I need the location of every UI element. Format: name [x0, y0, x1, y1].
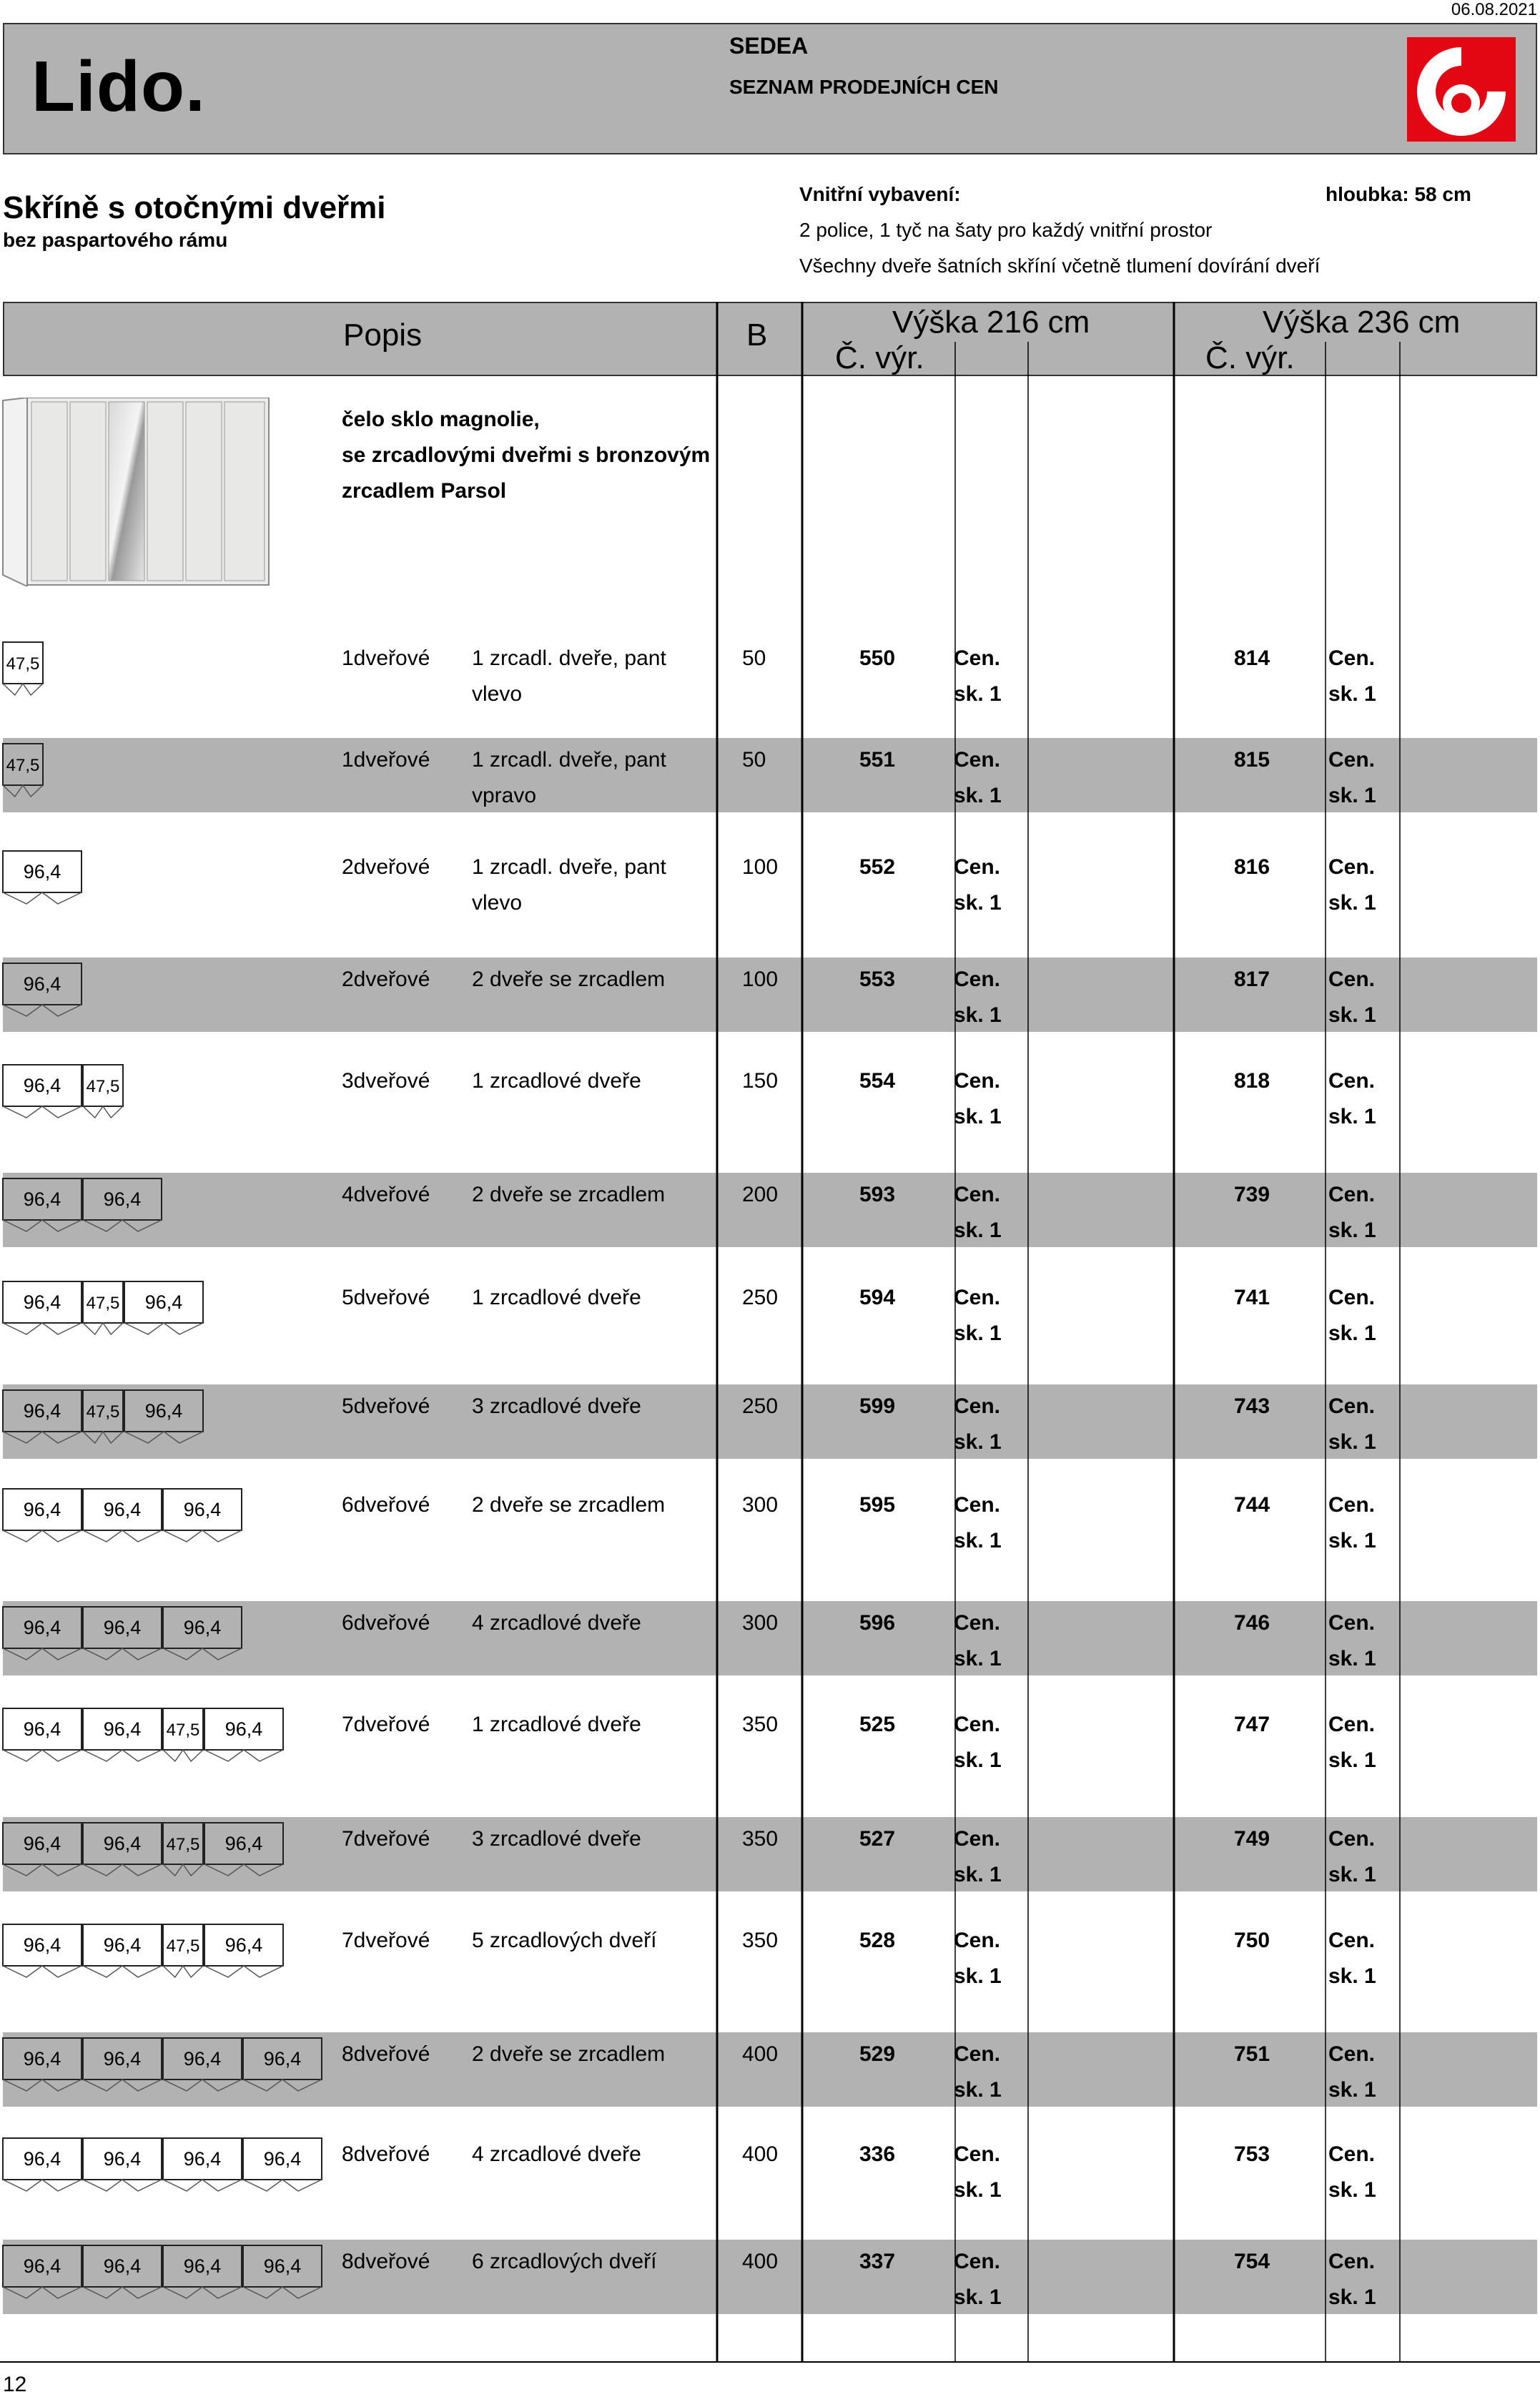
item-width: 350 — [742, 1827, 779, 1851]
item-code-216: 596 — [859, 1611, 896, 1635]
plan-segment — [163, 1607, 242, 1660]
plan-segment — [3, 1924, 82, 1977]
floor-plan-icon — [0, 1703, 329, 1767]
plan-width-label: 96,4 — [144, 1291, 183, 1313]
plan-segment — [3, 1065, 82, 1118]
door-count: 7dveřové — [342, 1827, 430, 1851]
door-count: 5dveřové — [342, 1286, 430, 1309]
price-group-216: Cen. — [954, 1611, 1001, 1635]
plan-segment — [163, 2038, 242, 2091]
floor-plan-icon — [0, 1059, 329, 1123]
item-width: 400 — [742, 2142, 779, 2166]
price-group-236-cont: sk. 1 — [1328, 2178, 1376, 2202]
plan-segment — [3, 851, 82, 904]
floor-plan-icon — [0, 1601, 329, 1665]
plan-width-label: 96,4 — [224, 1833, 263, 1854]
floor-plan-icon — [0, 1483, 329, 1547]
plan-width-label: 96,4 — [224, 1718, 263, 1740]
item-description: 4 zrcadlové dveře — [472, 2142, 641, 2166]
item-width: 200 — [742, 1183, 779, 1206]
item-code-216: 337 — [859, 2250, 896, 2273]
price-group-236: Cen. — [1328, 1713, 1376, 1736]
item-code-236: 754 — [1234, 2250, 1270, 2273]
item-description: 1 zrcadl. dveře, pant — [472, 646, 666, 670]
plan-width-label: 96,4 — [103, 1188, 142, 1210]
section-title: Skříně s otočnými dveřmi — [3, 190, 386, 225]
plan-width-label: 47,5 — [166, 1936, 200, 1956]
plan-width-label: 96,4 — [23, 1400, 61, 1422]
item-code-216: 528 — [859, 1929, 896, 1952]
plan-segment — [83, 1178, 162, 1231]
price-group-236-cont: sk. 1 — [1328, 1748, 1376, 1772]
item-width: 50 — [742, 646, 766, 670]
item-code-236: 751 — [1234, 2042, 1270, 2066]
plan-segment — [3, 744, 43, 797]
price-group-236-cont: sk. 1 — [1328, 1964, 1376, 1988]
item-code-216: 553 — [859, 968, 896, 991]
price-group-236-cont: sk. 1 — [1328, 891, 1376, 915]
sedea-logo-icon — [1407, 37, 1516, 142]
plan-segment — [3, 1281, 82, 1334]
price-group-216-cont: sk. 1 — [954, 1430, 1002, 1454]
plan-segment — [83, 1065, 123, 1118]
price-group-216: Cen. — [954, 646, 1001, 670]
plan-segment — [83, 1489, 162, 1542]
equipment-label: Vnitřní vybavení: — [799, 183, 961, 205]
item-description: 2 dveře se zrcadlem — [472, 2042, 666, 2066]
floor-plan-icon — [0, 1276, 329, 1340]
floor-plan-icon — [0, 1817, 329, 1881]
floor-plan-icon — [0, 2132, 329, 2197]
brand-title: Lido. — [31, 46, 206, 127]
plan-segment — [3, 1708, 82, 1761]
item-width: 400 — [742, 2250, 779, 2273]
item-code-216: 529 — [859, 2042, 896, 2066]
item-code-236: 749 — [1234, 1827, 1270, 1851]
price-group-216: Cen. — [954, 1183, 1001, 1206]
price-group-216-cont: sk. 1 — [954, 1003, 1002, 1027]
plan-segment — [3, 1390, 82, 1443]
plan-segment — [163, 1489, 242, 1542]
price-group-216-cont: sk. 1 — [954, 2078, 1002, 2102]
item-description: 3 zrcadlové dveře — [472, 1827, 641, 1851]
price-group-236-cont: sk. 1 — [1328, 1321, 1376, 1345]
price-group-236: Cen. — [1328, 1493, 1376, 1517]
plan-width-label: 96,4 — [23, 2148, 61, 2170]
section-subtitle: bez paspartového rámu — [3, 229, 228, 251]
item-code-236: 744 — [1234, 1493, 1270, 1517]
door-count: 2dveřové — [342, 855, 430, 879]
item-width: 150 — [742, 1069, 779, 1093]
plan-width-label: 96,4 — [103, 1934, 142, 1956]
price-group-216-cont: sk. 1 — [954, 2285, 1002, 2309]
plan-width-label: 96,4 — [103, 1499, 142, 1520]
price-group-216: Cen. — [954, 1713, 1001, 1736]
plan-segment — [124, 1281, 203, 1334]
item-width: 100 — [742, 855, 779, 879]
door-count: 3dveřové — [342, 1069, 430, 1093]
item-code-216: 594 — [859, 1286, 896, 1309]
plan-segment — [163, 1924, 203, 1977]
floor-plan-icon — [0, 1173, 329, 1237]
floor-plan-icon — [0, 1384, 329, 1449]
item-description: 2 dveře se zrcadlem — [472, 1183, 666, 1206]
item-description: 3 zrcadlové dveře — [472, 1394, 641, 1418]
supplier-name: SEDEA — [729, 33, 809, 59]
price-group-236-cont: sk. 1 — [1328, 1647, 1376, 1670]
floor-plan-icon — [0, 2240, 329, 2304]
door-count: 6dveřové — [342, 1611, 430, 1635]
depth-info: hloubka: 58 cm — [1326, 183, 1471, 205]
page-header — [3, 23, 1537, 154]
price-group-216: Cen. — [954, 1929, 1001, 1952]
item-width: 50 — [742, 748, 766, 772]
price-group-216: Cen. — [954, 748, 1001, 772]
plan-segment — [3, 1489, 82, 1542]
item-description: 1 zrcadl. dveře, pant — [472, 855, 666, 879]
item-description: 5 zrcadlových dveří — [472, 1929, 657, 1952]
door-count: 1dveřové — [342, 748, 430, 772]
item-code-216: 336 — [859, 2142, 896, 2166]
item-width: 300 — [742, 1611, 779, 1635]
price-group-216-cont: sk. 1 — [954, 2178, 1002, 2202]
price-group-236: Cen. — [1328, 1827, 1376, 1851]
floor-plan-icon — [0, 958, 329, 1022]
plan-segment — [83, 1281, 123, 1334]
plan-segment — [3, 1178, 82, 1231]
price-group-236: Cen. — [1328, 2142, 1376, 2166]
floor-plan-icon — [0, 636, 329, 701]
plan-width-label: 96,4 — [183, 2255, 222, 2277]
plan-segment — [3, 1823, 82, 1876]
price-group-216-cont: sk. 1 — [954, 784, 1002, 807]
plan-segment — [83, 1924, 162, 1977]
item-width: 350 — [742, 1713, 779, 1736]
equipment-line-1: 2 police, 1 tyč na šaty pro každý vnitřní prostor — [799, 219, 1213, 241]
header-code-216: Č. výr. — [835, 340, 924, 375]
price-group-216-cont: sk. 1 — [954, 1863, 1002, 1886]
item-code-216: 595 — [859, 1493, 896, 1517]
price-group-216-cont: sk. 1 — [954, 891, 1002, 915]
item-width: 250 — [742, 1394, 779, 1418]
plan-width-label: 96,4 — [23, 861, 61, 882]
plan-segment — [83, 1823, 162, 1876]
item-code-216: 551 — [859, 748, 896, 772]
item-code-236: 739 — [1234, 1183, 1270, 1206]
plan-segment — [83, 1607, 162, 1660]
plan-width-label: 96,4 — [183, 2048, 222, 2069]
plan-width-label: 96,4 — [144, 1400, 183, 1422]
plan-width-label: 96,4 — [103, 2048, 142, 2069]
plan-width-label: 96,4 — [263, 2148, 302, 2170]
plan-width-label: 96,4 — [23, 1833, 61, 1854]
price-group-216-cont: sk. 1 — [954, 1529, 1002, 1552]
item-code-236: 743 — [1234, 1394, 1270, 1418]
price-group-216: Cen. — [954, 1286, 1001, 1309]
item-code-236: 750 — [1234, 1929, 1270, 1952]
item-description-cont: vlevo — [472, 891, 523, 915]
door-count: 7dveřové — [342, 1929, 430, 1952]
item-code-216: 593 — [859, 1183, 896, 1206]
item-width: 250 — [742, 1286, 779, 1309]
plan-width-label: 96,4 — [23, 973, 61, 995]
header-width: B — [746, 318, 768, 353]
item-code-216: 550 — [859, 646, 896, 670]
door-count: 7dveřové — [342, 1713, 430, 1736]
wardrobe-front-image — [0, 398, 272, 586]
price-group-216-cont: sk. 1 — [954, 1647, 1002, 1670]
plan-width-label: 96,4 — [23, 1718, 61, 1740]
document-type: SEZNAM PRODEJNÍCH CEN — [729, 76, 999, 98]
price-group-236: Cen. — [1328, 1069, 1376, 1093]
plan-segment — [124, 1390, 203, 1443]
price-group-216-cont: sk. 1 — [954, 1105, 1002, 1128]
price-group-236: Cen. — [1328, 1929, 1376, 1952]
door-count: 1dveřové — [342, 646, 430, 670]
plan-width-label: 47,5 — [166, 1835, 200, 1854]
door-count: 4dveřové — [342, 1183, 430, 1206]
product-desc-line-1: čelo sklo magnolie, — [342, 408, 540, 431]
plan-width-label: 96,4 — [183, 2148, 222, 2170]
price-group-216: Cen. — [954, 2042, 1001, 2066]
plan-width-label: 96,4 — [23, 1934, 61, 1956]
price-group-236: Cen. — [1328, 748, 1376, 772]
product-description — [342, 402, 710, 509]
item-description: 2 dveře se zrcadlem — [472, 1493, 666, 1517]
plan-segment — [3, 2138, 82, 2191]
price-group-216: Cen. — [954, 1394, 1001, 1418]
plan-segment — [243, 2038, 322, 2091]
door-count: 6dveřové — [342, 1493, 430, 1517]
item-code-236: 747 — [1234, 1713, 1270, 1736]
price-group-216-cont: sk. 1 — [954, 1964, 1002, 1988]
plan-width-label: 96,4 — [103, 2255, 142, 2277]
floor-plan-icon — [0, 738, 329, 802]
plan-segment — [83, 1708, 162, 1761]
plan-segment — [3, 2245, 82, 2298]
item-code-236: 815 — [1234, 748, 1270, 772]
plan-segment — [163, 1823, 203, 1876]
item-code-236: 753 — [1234, 2142, 1270, 2166]
door-count: 8dveřové — [342, 2042, 430, 2066]
floor-plan-icon — [0, 2032, 329, 2097]
plan-width-label: 47,5 — [86, 1077, 120, 1096]
plan-width-label: 96,4 — [183, 1617, 222, 1638]
plan-segment — [243, 2245, 322, 2298]
document-date: 06.08.2021 — [1451, 0, 1537, 19]
plan-width-label: 47,5 — [86, 1294, 120, 1313]
item-code-236: 818 — [1234, 1069, 1270, 1093]
price-group-236-cont: sk. 1 — [1328, 1430, 1376, 1454]
plan-segment — [3, 963, 82, 1016]
header-height-216: Výška 216 cm — [892, 305, 1090, 340]
plan-segment — [163, 2138, 242, 2191]
item-width: 350 — [742, 1929, 779, 1952]
price-group-216: Cen. — [954, 1493, 1001, 1517]
plan-segment — [3, 2038, 82, 2091]
plan-width-label: 96,4 — [263, 2048, 302, 2069]
plan-segment — [83, 2138, 162, 2191]
item-description: 6 zrcadlových dveří — [472, 2250, 657, 2273]
plan-segment — [3, 642, 43, 695]
plan-width-label: 96,4 — [183, 1499, 222, 1520]
price-group-216: Cen. — [954, 1827, 1001, 1851]
price-group-236-cont: sk. 1 — [1328, 784, 1376, 807]
price-group-236-cont: sk. 1 — [1328, 1863, 1376, 1886]
plan-width-label: 96,4 — [263, 2255, 302, 2277]
floor-plan-icon — [0, 845, 329, 910]
plan-segment — [163, 2245, 242, 2298]
item-code-236: 816 — [1234, 855, 1270, 879]
price-group-216-cont: sk. 1 — [954, 1219, 1002, 1242]
plan-segment — [83, 2038, 162, 2091]
price-group-236: Cen. — [1328, 1183, 1376, 1206]
price-group-236: Cen. — [1328, 646, 1376, 670]
plan-width-label: 96,4 — [23, 1291, 61, 1313]
equipment-line-2: Všechny dveře šatních skříní včetně tlumení dovírání dveří — [799, 255, 1321, 277]
plan-segment — [83, 1390, 123, 1443]
header-height-236: Výška 236 cm — [1263, 305, 1461, 340]
product-desc-line-2: se zrcadlovými dveřmi s bronzovým — [342, 443, 711, 467]
footer-divider — [0, 2361, 1540, 2363]
plan-segment — [243, 2138, 322, 2191]
plan-width-label: 47,5 — [166, 1721, 200, 1740]
item-description: 2 dveře se zrcadlem — [472, 968, 666, 991]
plan-width-label: 96,4 — [23, 1188, 61, 1210]
item-description-cont: vpravo — [472, 784, 537, 807]
item-description: 1 zrcadl. dveře, pant — [472, 748, 666, 772]
price-group-236-cont: sk. 1 — [1328, 1003, 1376, 1027]
item-code-216: 552 — [859, 855, 896, 879]
item-width: 100 — [742, 968, 779, 991]
item-code-236: 814 — [1234, 646, 1270, 670]
door-count: 5dveřové — [342, 1394, 430, 1418]
item-width: 300 — [742, 1493, 779, 1517]
plan-width-label: 96,4 — [224, 1934, 263, 1956]
plan-width-label: 96,4 — [23, 2255, 61, 2277]
item-description: 4 zrcadlové dveře — [472, 1611, 641, 1635]
price-group-236: Cen. — [1328, 2250, 1376, 2273]
product-desc-line-3: zrcadlem Parsol — [342, 479, 507, 503]
item-code-216: 527 — [859, 1827, 896, 1851]
price-group-236-cont: sk. 1 — [1328, 1105, 1376, 1128]
price-group-236-cont: sk. 1 — [1328, 2285, 1376, 2309]
price-group-216: Cen. — [954, 855, 1001, 879]
price-group-236: Cen. — [1328, 968, 1376, 991]
plan-width-label: 96,4 — [23, 2048, 61, 2069]
plan-width-label: 96,4 — [103, 1718, 142, 1740]
plan-segment — [204, 1708, 283, 1761]
price-group-236: Cen. — [1328, 2042, 1376, 2066]
item-code-236: 817 — [1234, 968, 1270, 991]
price-group-216: Cen. — [954, 968, 1001, 991]
plan-width-label: 47,5 — [6, 654, 40, 674]
item-code-216: 554 — [859, 1069, 896, 1093]
plan-width-label: 96,4 — [23, 1499, 61, 1520]
page-number: 12 — [3, 2373, 27, 2396]
floor-plan-icon — [0, 1919, 329, 1983]
plan-width-label: 96,4 — [23, 1075, 61, 1096]
plan-width-label: 96,4 — [103, 2148, 142, 2170]
door-count: 2dveřové — [342, 968, 430, 991]
price-group-236: Cen. — [1328, 1394, 1376, 1418]
price-group-216-cont: sk. 1 — [954, 682, 1002, 706]
item-description: 1 zrcadlové dveře — [472, 1286, 641, 1309]
price-group-236-cont: sk. 1 — [1328, 1219, 1376, 1242]
item-code-216: 599 — [859, 1394, 896, 1418]
header-code-236: Č. výr. — [1205, 340, 1295, 375]
item-code-236: 741 — [1234, 1286, 1270, 1309]
item-description-cont: vlevo — [472, 682, 523, 706]
price-group-216-cont: sk. 1 — [954, 1321, 1002, 1345]
item-width: 400 — [742, 2042, 779, 2066]
price-group-236-cont: sk. 1 — [1328, 2078, 1376, 2102]
plan-width-label: 47,5 — [6, 756, 40, 775]
price-group-236-cont: sk. 1 — [1328, 682, 1376, 706]
plan-segment — [3, 1607, 82, 1660]
plan-width-label: 96,4 — [103, 1833, 142, 1854]
header-popis: Popis — [343, 318, 423, 353]
plan-width-label: 96,4 — [103, 1617, 142, 1638]
price-group-236: Cen. — [1328, 1286, 1376, 1309]
item-description: 1 zrcadlové dveře — [472, 1069, 641, 1093]
plan-width-label: 96,4 — [23, 1617, 61, 1638]
door-count: 8dveřové — [342, 2142, 430, 2166]
plan-segment — [204, 1924, 283, 1977]
price-group-216: Cen. — [954, 2250, 1001, 2273]
price-group-216: Cen. — [954, 2142, 1001, 2166]
price-group-236: Cen. — [1328, 1611, 1376, 1635]
price-group-236: Cen. — [1328, 855, 1376, 879]
plan-segment — [163, 1708, 203, 1761]
item-description: 1 zrcadlové dveře — [472, 1713, 641, 1736]
door-count: 8dveřové — [342, 2250, 430, 2273]
item-code-216: 525 — [859, 1713, 896, 1736]
item-code-236: 746 — [1234, 1611, 1270, 1635]
plan-width-label: 47,5 — [86, 1402, 120, 1422]
price-group-236-cont: sk. 1 — [1328, 1529, 1376, 1552]
price-group-216-cont: sk. 1 — [954, 1748, 1002, 1772]
price-group-216: Cen. — [954, 1069, 1001, 1093]
plan-segment — [204, 1823, 283, 1876]
plan-segment — [83, 2245, 162, 2298]
